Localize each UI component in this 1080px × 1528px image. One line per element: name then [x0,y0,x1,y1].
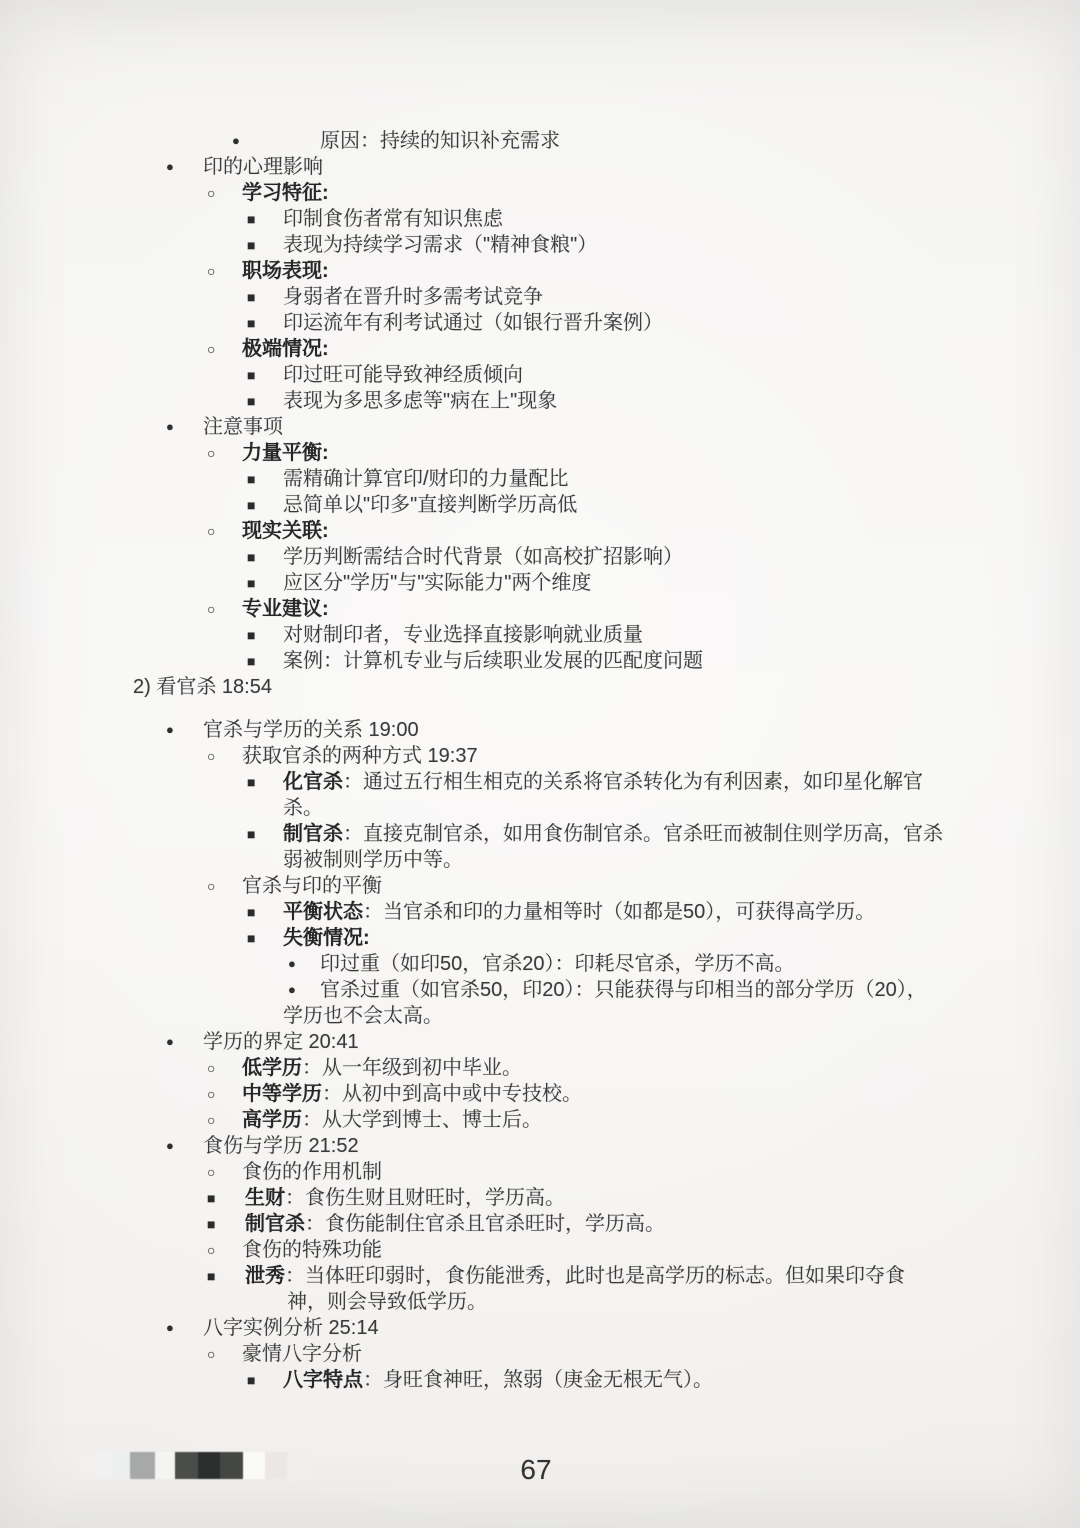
item-text: 学历的界定 20:41 [203,1031,359,1053]
bullet-circle-icon: ○ [207,263,216,279]
section-heading [0,674,1080,700]
bullet-square-icon: ■ [247,393,256,409]
item-text: 平衡状态：当官杀和印的力量相等时（如都是50），可获得高学历。 [283,901,876,923]
bullet-disc-icon: ● [166,1034,174,1049]
outline-item [0,1055,1080,1081]
outline-item [0,570,1080,596]
outline-item [0,1367,1080,1393]
bullet-disc-icon: ● [288,982,296,997]
wrapped-line [0,1289,1080,1315]
wrapped-line [0,847,1080,873]
item-text: 印过重（如印50，官杀20）：印耗尽官杀，学历不高。 [320,953,795,975]
outline-item [0,977,1080,1003]
bullet-square-icon: ■ [247,575,256,591]
outline-item [0,743,1080,769]
item-text: 表现为持续学习需求（"精神食粮"） [283,234,598,256]
item-text: 身弱者在晋升时多需考试竞争 [283,286,543,308]
item-text: 印运流年有利考试通过（如银行晋升案例） [283,312,663,334]
outline-item [0,518,1080,544]
bullet-circle-icon: ○ [207,1112,216,1128]
page-number: 67 [520,1454,552,1485]
outline-item [0,717,1080,743]
bullet-square-icon: ■ [247,497,256,513]
outline-item [0,1185,1080,1211]
outline-item [0,1029,1080,1055]
item-text: 八字实例分析 25:14 [203,1317,379,1339]
item-text: 食伤与学历 21:52 [203,1135,359,1157]
outline-item [0,1159,1080,1185]
item-text: 印过旺可能导致神经质倾向 [283,364,523,386]
outline-item [0,951,1080,977]
item-text: 2) 看官杀 18:54 [133,676,272,698]
bullet-square-icon: ■ [207,1190,216,1206]
item-text: 低学历：从一年级到初中毕业。 [242,1057,522,1079]
outline-item [0,596,1080,622]
outline-item [0,180,1080,206]
bullet-square-icon: ■ [247,930,256,946]
outline-item [0,284,1080,310]
bullet-square-icon: ■ [247,826,256,842]
outline-item [0,769,1080,795]
outline-item [0,232,1080,258]
outline-item [0,492,1080,518]
bullet-disc-icon: ● [288,956,296,971]
item-text: 中等学历：从初中到高中或中专技校。 [242,1083,582,1105]
outline-item [0,544,1080,570]
bullet-circle-icon: ○ [207,1242,216,1258]
outline-item [0,310,1080,336]
bullet-square-icon: ■ [207,1216,216,1232]
bullet-square-icon: ■ [247,367,256,383]
outline-item [0,925,1080,951]
bullet-circle-icon: ○ [207,601,216,617]
outline-item [0,466,1080,492]
bullet-circle-icon: ○ [207,445,216,461]
outline-item [0,1211,1080,1237]
item-text: 高学历：从大学到博士、博士后。 [242,1109,542,1131]
item-text: 食伤的作用机制 [242,1161,382,1183]
item-text: 专业建议: [242,598,329,620]
bullet-disc-icon: ● [166,1138,174,1153]
item-text: 对财制印者，专业选择直接影响就业质量 [283,624,643,646]
item-text: 注意事项 [203,416,283,438]
bullet-disc-icon: ● [232,133,240,148]
bullet-square-icon: ■ [247,627,256,643]
bullet-square-icon: ■ [247,904,256,920]
bullet-square-icon: ■ [247,211,256,227]
bullet-circle-icon: ○ [207,1164,216,1180]
item-text: 学历判断需结合时代背景（如高校扩招影响） [283,546,683,568]
bullet-square-icon: ■ [247,549,256,565]
paragraph-gap [0,700,1080,717]
outline-list [0,128,1080,1393]
item-text: 印的心理影响 [203,156,323,178]
item-text: 应区分"学历"与"实际能力"两个维度 [283,572,592,594]
item-text: 学历也不会太高。 [283,1005,443,1027]
outline-item [0,414,1080,440]
item-text: 学习特征: [242,182,329,204]
bullet-square-icon: ■ [247,774,256,790]
bullet-square-icon: ■ [247,315,256,331]
item-text: 制官杀：食伤能制住官杀且官杀旺时，学历高。 [245,1213,665,1235]
wrapped-line [0,795,1080,821]
outline-item [0,1237,1080,1263]
item-text: 豪情八字分析 [242,1343,362,1365]
item-text: 原因：持续的知识补充需求 [320,130,560,152]
item-text: 制官杀：直接克制官杀，如用食伤制官杀。官杀旺而被制住则学历高，官杀 [283,823,943,845]
outline-item [0,154,1080,180]
bullet-circle-icon: ○ [207,523,216,539]
outline-item [0,440,1080,466]
outline-item [0,258,1080,284]
item-text: 八字特点：身旺食神旺，煞弱（庚金无根无气）。 [283,1369,713,1391]
item-text: 官杀与学历的关系 19:00 [203,719,419,741]
item-text: 需精确计算官印/财印的力量配比 [283,468,569,490]
outline-item [0,873,1080,899]
bullet-square-icon: ■ [247,471,256,487]
bullet-square-icon: ■ [207,1268,216,1284]
outline-item [0,1107,1080,1133]
outline-item [0,1081,1080,1107]
item-text: 职场表现: [242,260,329,282]
bullet-circle-icon: ○ [207,1060,216,1076]
item-text: 泄秀：当体旺印弱时，食伤能泄秀，此时也是高学历的标志。但如果印夺食 [245,1265,905,1287]
bullet-square-icon: ■ [247,237,256,253]
outline-item [0,648,1080,674]
bullet-circle-icon: ○ [207,1346,216,1362]
item-text: 忌简单以"印多"直接判断学历高低 [283,494,578,516]
item-text: 生财：食伤生财且财旺时，学历高。 [245,1187,565,1209]
item-text: 官杀与印的平衡 [242,875,382,897]
item-text: 杀。 [283,797,323,819]
outline-item [0,362,1080,388]
outline-item [0,821,1080,847]
item-text: 食伤的特殊功能 [242,1239,382,1261]
bullet-circle-icon: ○ [207,748,216,764]
item-text: 印制食伤者常有知识焦虑 [283,208,503,230]
item-text: 神，则会导致低学历。 [287,1291,487,1313]
bullet-disc-icon: ● [166,419,174,434]
bullet-square-icon: ■ [247,653,256,669]
outline-item [0,1133,1080,1159]
outline-item [0,128,1080,154]
item-text: 获取官杀的两种方式 19:37 [242,745,478,767]
bullet-disc-icon: ● [166,159,174,174]
bullet-square-icon: ■ [247,1372,256,1388]
item-text: 表现为多思多虑等"病在上"现象 [283,390,558,412]
bullet-disc-icon: ● [166,722,174,737]
outline-item [0,1263,1080,1289]
item-text: 极端情况: [242,338,329,360]
item-text: 弱被制则学历中等。 [283,849,463,871]
item-text: 失衡情况: [283,927,370,949]
item-text: 现实关联: [242,520,329,542]
bullet-circle-icon: ○ [207,341,216,357]
outline-item [0,899,1080,925]
outline-item [0,1315,1080,1341]
bullet-circle-icon: ○ [207,1086,216,1102]
bullet-circle-icon: ○ [207,185,216,201]
bullet-circle-icon: ○ [207,878,216,894]
outline-item [0,336,1080,362]
outline-item [0,388,1080,414]
bullet-disc-icon: ● [166,1320,174,1335]
outline-item [0,622,1080,648]
outline-item [0,1341,1080,1367]
item-text: 化官杀：通过五行相生相克的关系将官杀转化为有利因素，如印星化解官 [283,771,923,793]
wrapped-line [0,1003,1080,1029]
item-text: 官杀过重（如官杀50，印20）：只能获得与印相当的部分学历（20）， [320,979,927,1001]
bullet-square-icon: ■ [247,289,256,305]
item-text: 力量平衡: [242,442,329,464]
outline-item [0,206,1080,232]
item-text: 案例：计算机专业与后续职业发展的匹配度问题 [283,650,703,672]
